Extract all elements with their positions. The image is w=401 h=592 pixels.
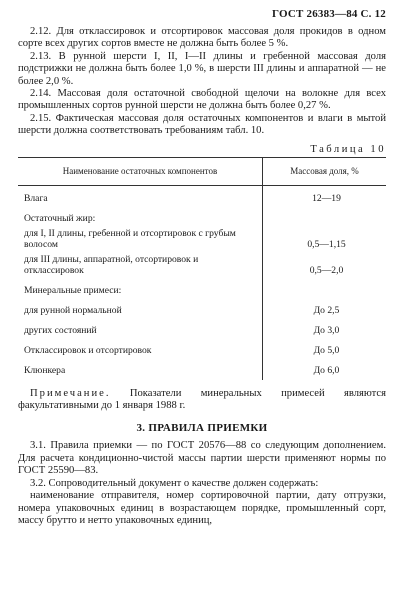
table-header-component: Наименование остаточных компонентов [18, 157, 263, 185]
row-value: До 2,5 [313, 304, 340, 316]
note-label: Примечание. [30, 387, 111, 399]
table-row [18, 226, 386, 252]
row-value [263, 278, 387, 298]
table-row [18, 185, 386, 206]
row-name: для III длины, аппаратной, отсортировок и отклассировок [18, 252, 263, 278]
table-row [18, 206, 386, 226]
row-name: Остаточный жир: [18, 206, 263, 226]
row-name: других состояний [18, 318, 263, 338]
row-name: Влага [18, 185, 263, 206]
document-page [18, 8, 386, 527]
paragraph-3-2-content: наименование отправителя, номер сортировочной партии, дату отгрузки, номера упаковочных единиц в возрастающем порядке, промышленный сорт, массу брутто и нетто упаковочных единиц, [18, 490, 386, 526]
row-value: 0,5—1,15 [307, 238, 346, 250]
page-header: ГОСТ 26383—84 С. 12 [272, 8, 386, 20]
row-name: для I, II длины, гребенной и отсортировок с грубым волосом [18, 226, 263, 252]
table-caption: Таблица 10 [310, 143, 386, 155]
table-note [18, 388, 386, 413]
table-row [18, 298, 386, 318]
row-name: для рунной нормальной [18, 298, 263, 318]
table-row [18, 318, 386, 338]
table-row [18, 252, 386, 278]
row-value: До 5,0 [313, 344, 340, 356]
paragraph-2-14: 2.14. Массовая доля остаточной свободной щелочи на волокне для всех промышленных сортов рунной шерсти не должна быть более 0,27 %. [18, 88, 386, 112]
table-header-row [18, 157, 386, 185]
residual-components-table [18, 157, 386, 380]
row-name: Клюнкера [18, 358, 263, 380]
section-title: 3. ПРАВИЛА ПРИЕМКИ [136, 422, 268, 435]
row-value [263, 206, 387, 226]
row-value: До 3,0 [313, 324, 340, 336]
table-row [18, 278, 386, 298]
row-value: 0,5—2,0 [309, 264, 344, 276]
paragraph-3-2: 3.2. Сопроводительный документ о качестве должен содержать: [30, 477, 319, 489]
paragraph-2-15: 2.15. Фактическая массовая доля остаточных компонентов и влаги в мытой шерсти должна соответствовать требованиям табл. 10. [18, 112, 386, 137]
table-row [18, 358, 386, 380]
paragraph-2-13: 2.13. В рунной шерсти I, II, I—II длины и гребенной массовая доля подстрижки не должна быть более 1,0 %, в шерсти III длины и аппаратной — не более 2,0 %. [18, 50, 386, 87]
table-header-share: Массовая доля, % [263, 157, 387, 185]
table-row [18, 338, 386, 358]
row-value: 12—19 [312, 192, 341, 204]
note-text: Показатели минеральных примесей являются факультативными до 1 января 1988 г. [18, 387, 386, 412]
row-name: Отклассировок и отсортировок [18, 338, 263, 358]
row-value: До 6,0 [313, 364, 340, 376]
row-name: Минеральные примеси: [18, 278, 263, 298]
paragraph-3-1: 3.1. Правила приемки — по ГОСТ 20576—88 со следующим дополнением. Для расчета кондиционно-чистой массы партии шерсти применяют нормы по ГОСТ 25590—83. [18, 440, 386, 477]
paragraph-2-12: 2.12. Для отклассировок и отсортировок массовая доля прокидов в одном сорте всех других сортов вместе не должна быть более 5 %. [18, 26, 386, 50]
